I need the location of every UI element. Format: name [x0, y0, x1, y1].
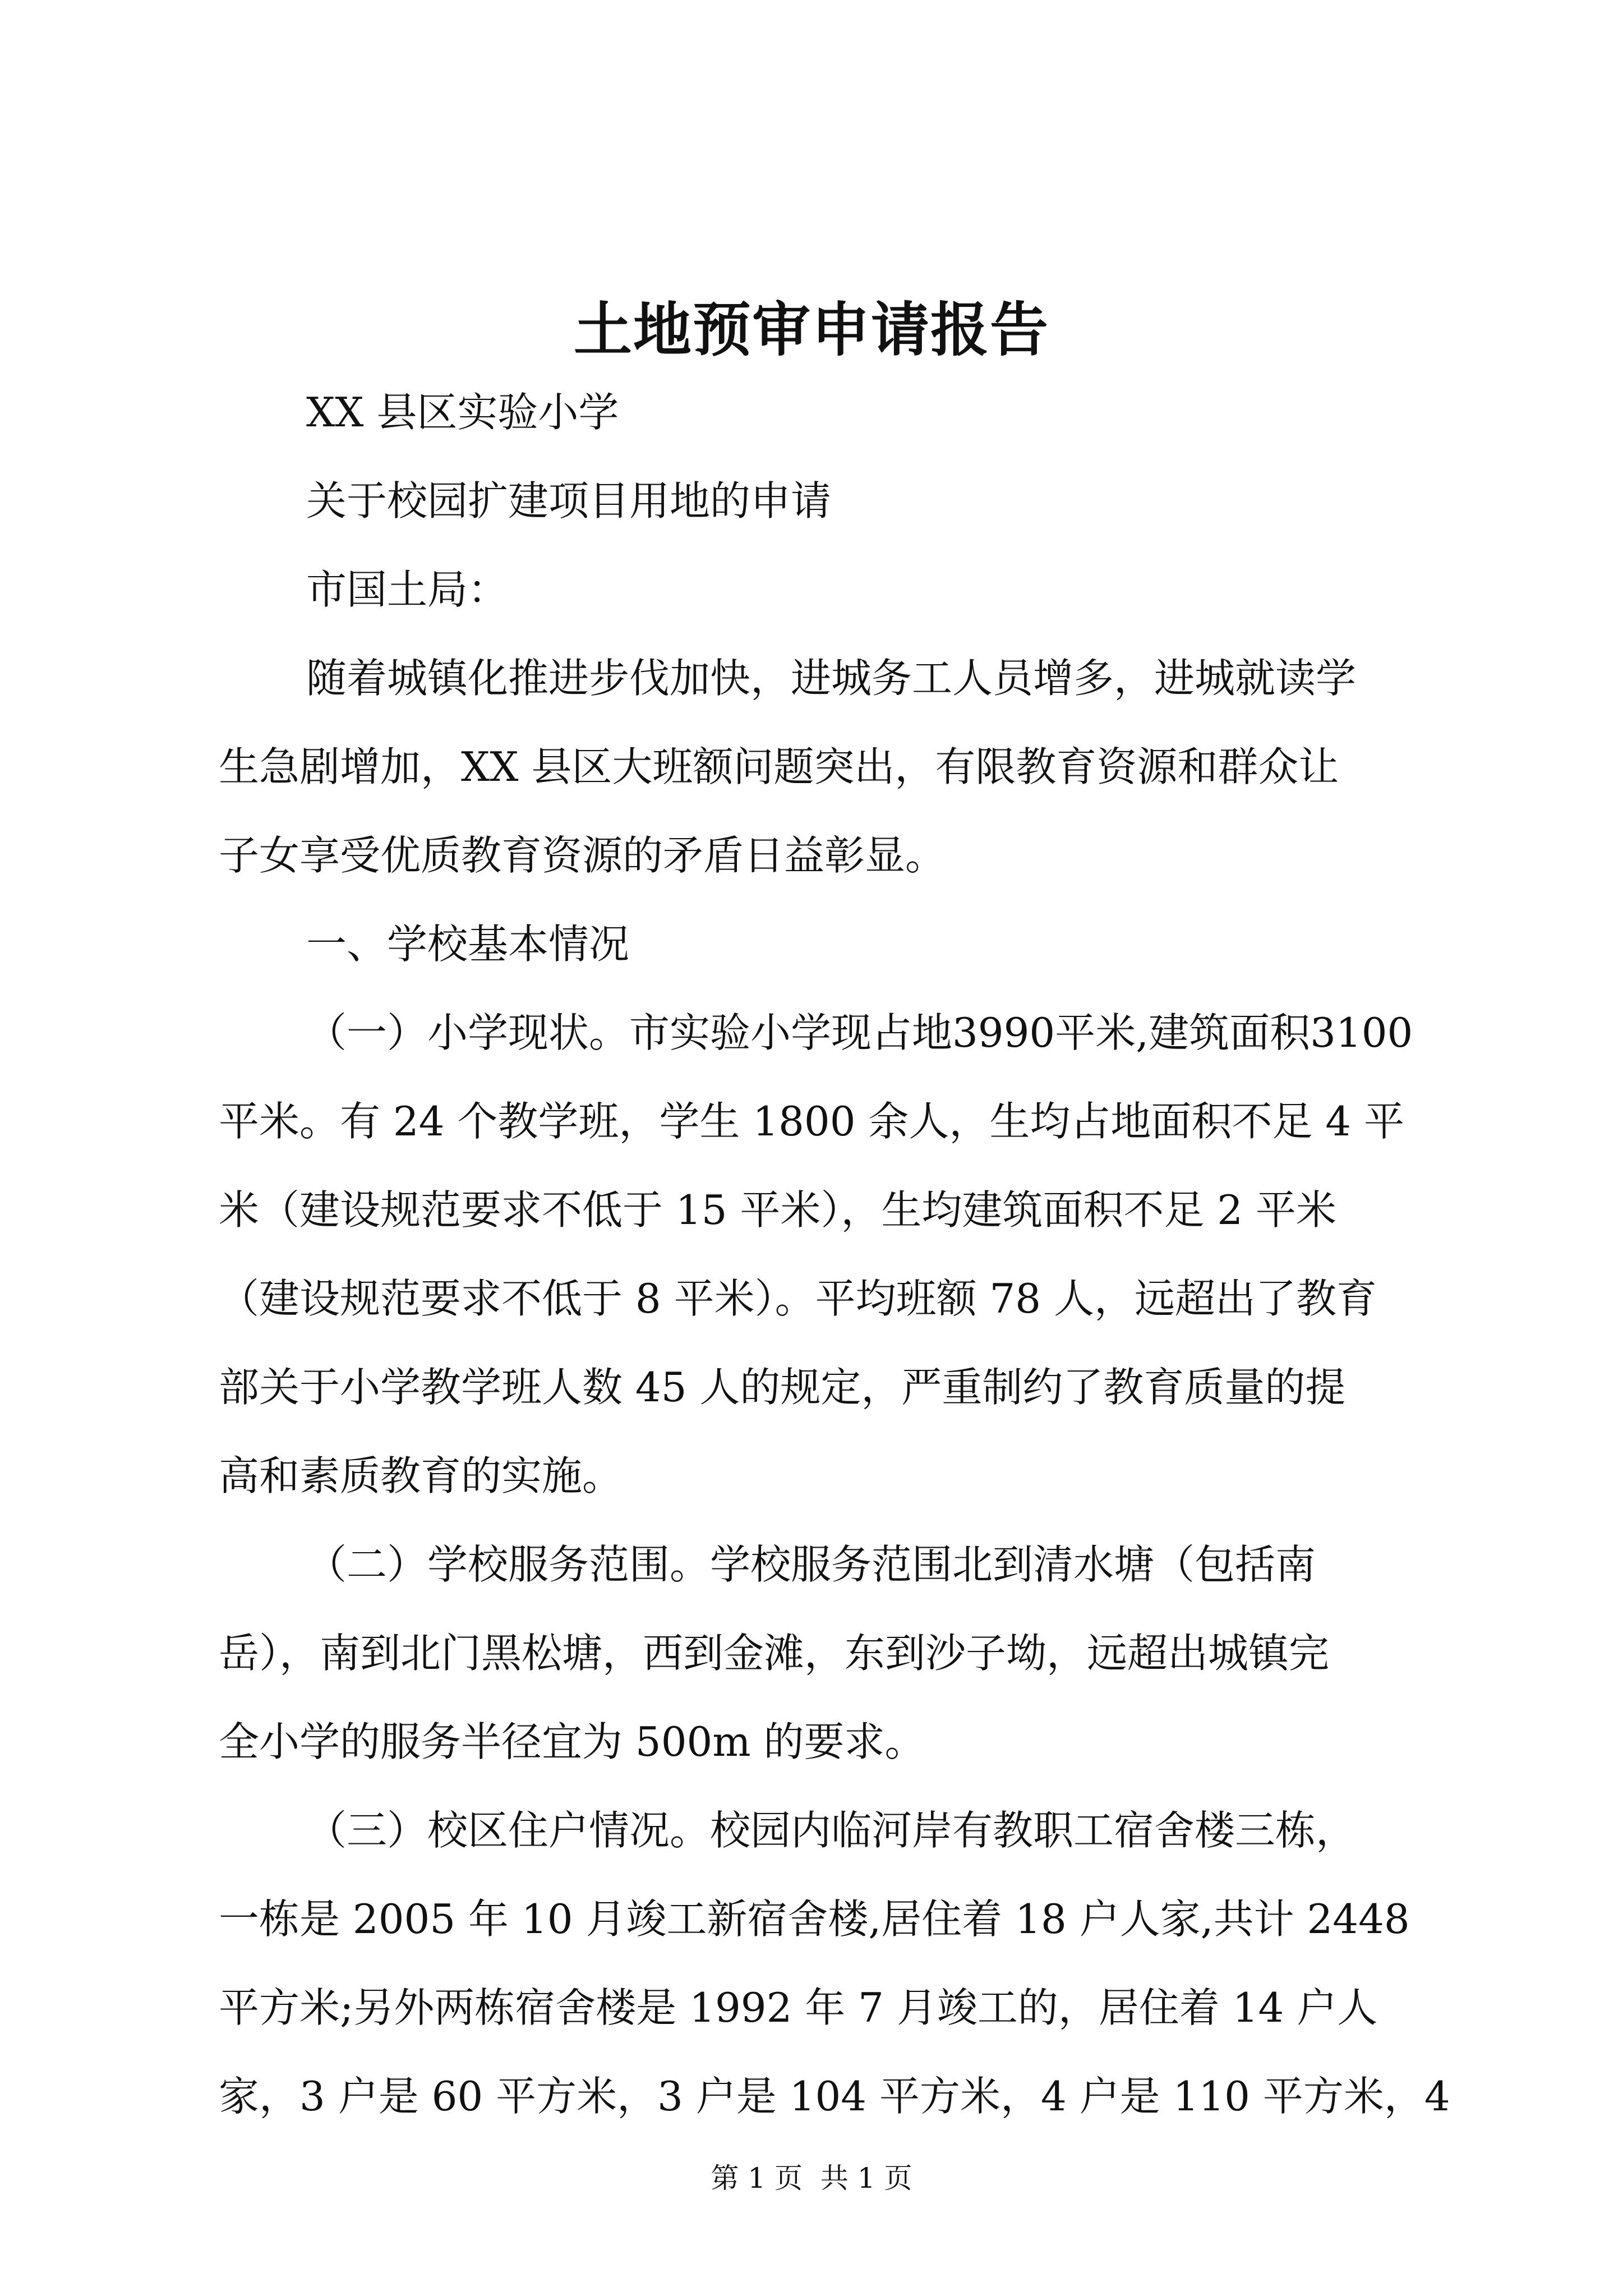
paragraph-status-line-4: （建设规范要求不低于 8 平米）。平均班额 78 人，远超出了教育	[219, 1275, 1377, 1322]
paragraph-residents-line-2: 一栋是 2005 年 10 月竣工新宿舍楼,居住着 18 户人家,共计 2448	[219, 1895, 1410, 1943]
section-heading-1: 一、学校基本情况	[306, 921, 630, 968]
page-footer: 第 1 页 共 1 页	[711, 2162, 912, 2194]
document-title: 土地预审申请报告	[573, 295, 1049, 364]
application-subject: 关于校园扩建项目用地的申请	[306, 477, 832, 524]
paragraph-status-line-3: 米（建设规范要求不低于 15 平米），生均建筑面积不足 2 平米	[219, 1186, 1336, 1234]
paragraph-service-line-3: 全小学的服务半径宜为 500m 的要求。	[219, 1718, 925, 1765]
addressee: 市国土局：	[306, 566, 509, 613]
paragraph-intro-line-1: 随着城镇化推进步伐加快，进城务工人员增多，进城就读学	[306, 655, 1357, 702]
paragraph-status-line-2: 平米。有 24 个教学班，学生 1800 余人，生均占地面积不足 4 平	[219, 1098, 1404, 1145]
paragraph-service-line-1: （二）学校服务范围。学校服务范围北到清水塘（包括南	[306, 1541, 1316, 1588]
paragraph-status-line-6: 高和素质教育的实施。	[219, 1452, 623, 1499]
paragraph-status-line-5: 部关于小学教学班人数 45 人的规定，严重制约了教育质量的提	[219, 1364, 1346, 1411]
paragraph-intro-line-2: 生急剧增加，XX 县区大班额问题突出，有限教育资源和群众让	[219, 743, 1339, 790]
paragraph-intro-line-3: 子女享受优质教育资源的矛盾日益彰显。	[219, 832, 946, 879]
paragraph-service-line-2: 岳），南到北门黑松塘，西到金滩，东到沙子坳，远超出城镇完	[219, 1630, 1330, 1677]
paragraph-status-line-1: （一）小学现状。市实验小学现占地3990平米,建筑面积3100	[306, 1009, 1413, 1056]
paragraph-residents-line-4: 家，3 户是 60 平方米，3 户是 104 平方米，4 户是 110 平方米，4	[219, 2073, 1450, 2120]
paragraph-residents-line-1: （三）校区住户情况。校园内临河岸有教职工宿舍楼三栋，	[306, 1807, 1357, 1854]
paragraph-residents-line-3: 平方米;另外两栋宿舍楼是 1992 年 7 月竣工的，居住着 14 户人	[219, 1984, 1378, 2031]
recipient-school: XX 县区实验小学	[306, 389, 619, 436]
